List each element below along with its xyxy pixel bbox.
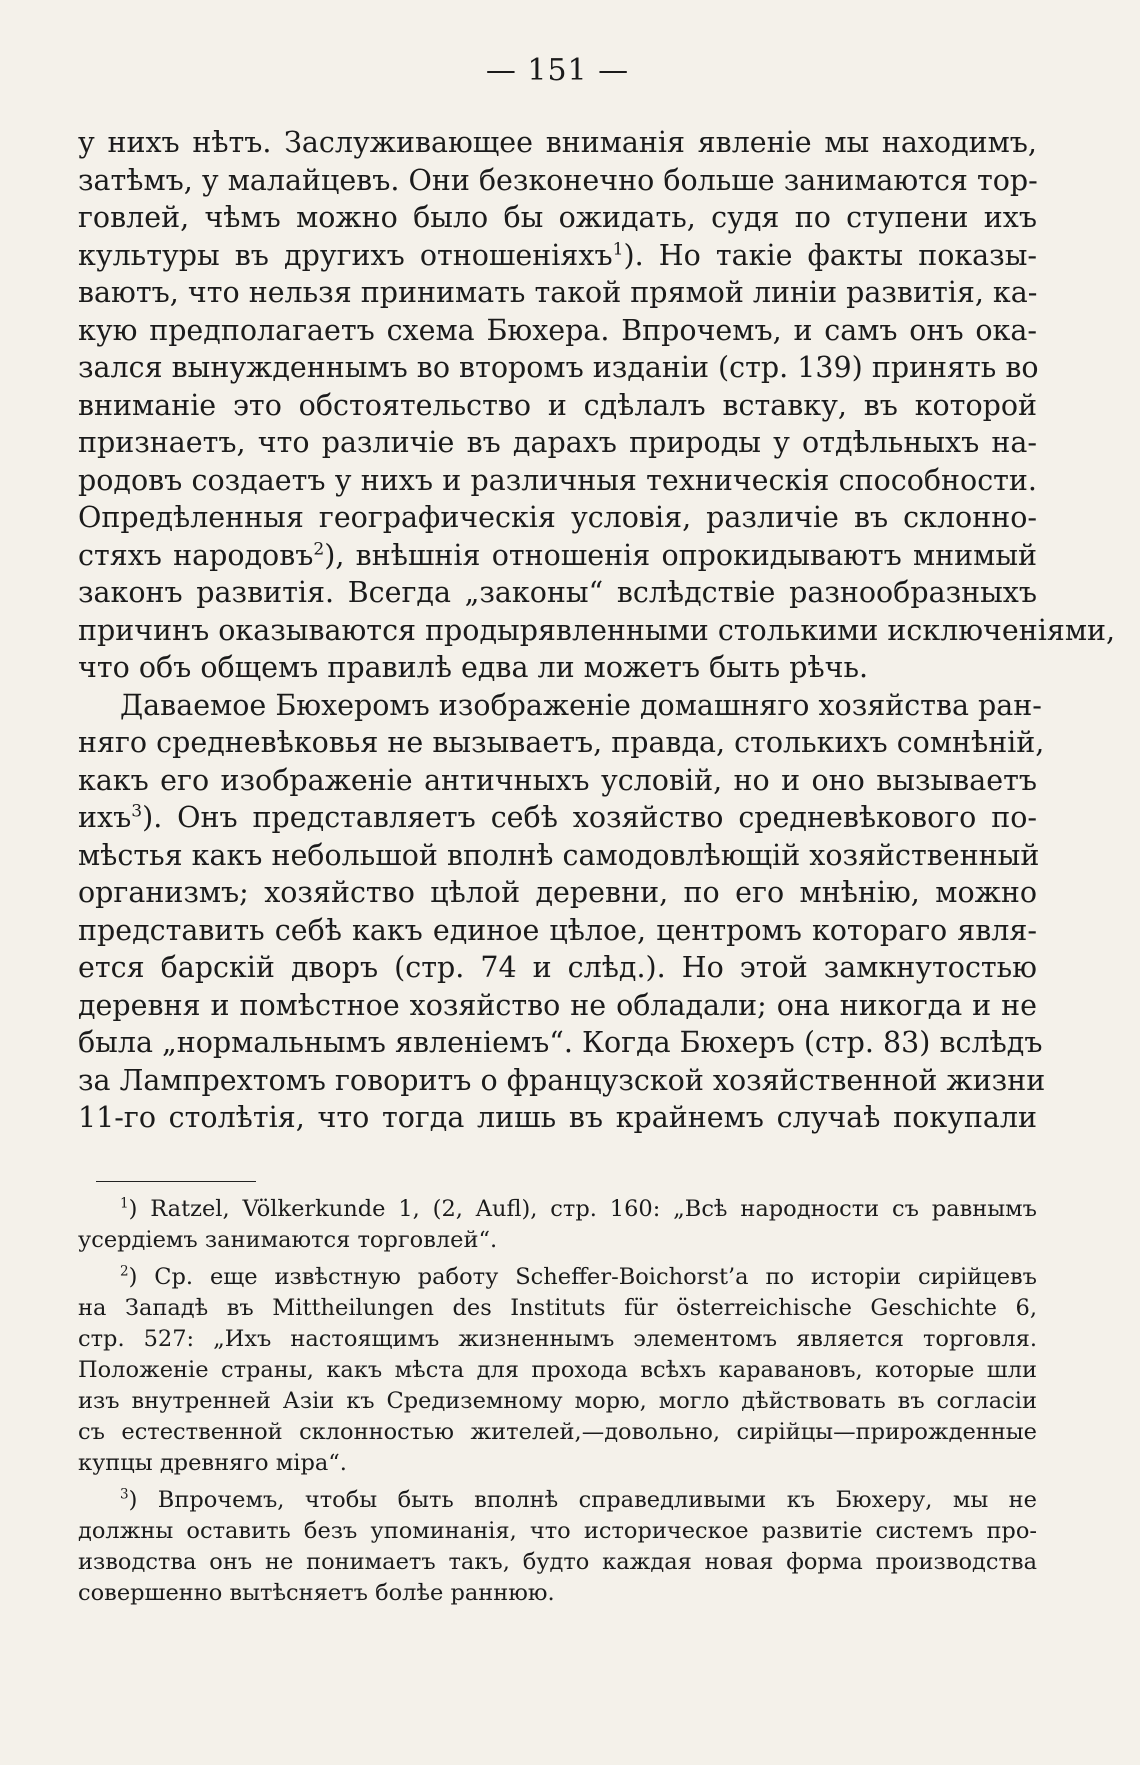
footnote-2-line: купцы древняго міра“. — [78, 1449, 347, 1476]
footnote-1-line: усердіемъ занимаются торговлей“. — [78, 1226, 498, 1253]
text-segment: ) Ratzel, Völkerkunde 1, (2, Aufl), стр. 160: „Всѣ народности съ равнымъ — [128, 1195, 1037, 1222]
text-line: организмъ; хозяйство цѣлой деревни, по его мнѣнію, можно — [78, 876, 1037, 909]
text-line: 11-го столѣтія, что тогда лишь въ крайнемъ случаѣ покупали — [78, 1101, 1037, 1134]
text-line: была „нормальнымъ явленіемъ“. Когда Бюхеръ (стр. 83) вслѣдъ — [78, 1026, 1043, 1059]
footnote-2-line: Положеніе страны, какъ мѣста для прохода всѣхъ каравановъ, которые шли — [78, 1356, 1037, 1383]
text-line: у нихъ нѣтъ. Заслуживающее вниманія явленіе мы находимъ, — [78, 126, 1037, 159]
text-segment: ), внѣшнія отношенія опрокидываютъ мнимый — [324, 538, 1038, 572]
text-line: затѣмъ, у малайцевъ. Они безконечно больше занимаются тор- — [78, 163, 1038, 197]
footnote-2-line — [78, 1262, 1037, 1293]
text-line — [78, 799, 1037, 837]
text-segment: стяхъ народовъ — [78, 538, 314, 572]
text-line: законъ развитія. Всегда „законы“ вслѣдствіе разнообразныхъ — [78, 576, 1037, 609]
page-number: — 151 — — [485, 53, 630, 88]
text-line: признаетъ, что различіе въ дарахъ природы у отдѣльныхъ на- — [78, 426, 1037, 459]
text-line: Опредѣленныя географическія условія, различіе въ склонно- — [78, 501, 1037, 534]
text-line: няго средневѣковья не вызываетъ, правда, столькихъ сомнѣній, — [78, 726, 1045, 759]
text-segment: ). Онъ представляетъ себѣ хозяйство средневѣкового по- — [142, 801, 1037, 834]
text-segment: ихъ — [78, 801, 132, 834]
main-text — [78, 124, 1116, 1137]
text-line: мѣстья какъ небольшой вполнѣ самодовлѣющій хозяйственный — [78, 838, 1040, 872]
footnote-ref-2[interactable]: 2 — [313, 539, 325, 559]
text-segment: ) Ср. еще извѣстную работу Scheffer-Boichorst’a по исторіи сирійцевъ — [128, 1263, 1037, 1290]
footnote-3-line: должны оставить безъ упоминанія, что историческое развитіе системъ про- — [78, 1517, 1037, 1544]
footnote-3-line: совершенно вытѣсняетъ болѣе раннюю. — [78, 1579, 555, 1606]
text-line: зался вынужденнымъ во второмъ изданіи (стр. 139) принять во — [78, 351, 1039, 384]
text-line: какъ его изображеніе античныхъ условій, но и оно вызываетъ — [78, 763, 1037, 797]
footnote-mark-3: 3 — [120, 1486, 129, 1502]
footnote-2-line: изъ внутренней Азіи къ Средиземному морю, могло дѣйствовать въ согласіи — [78, 1387, 1037, 1414]
footnote-3-line — [78, 1485, 1037, 1516]
footnote-divider — [96, 1181, 256, 1182]
footnote-3-line: изводства онъ не понимаетъ такъ, будто каждая новая форма производства — [78, 1548, 1037, 1575]
text-line — [78, 237, 1037, 275]
text-line: родовъ создаетъ у нихъ и различныя техническія способности. — [78, 463, 1037, 497]
text-line: что объ общемъ правилѣ едва ли можетъ быть рѣчь. — [78, 651, 869, 684]
footnote-2-line: съ естественной склонностью жителей,—довольно, сирійцы—прирожденные — [78, 1418, 1037, 1445]
text-segment: культуры въ другихъ отношеніяхъ — [78, 238, 613, 272]
footnote-mark-1: 1 — [120, 1195, 129, 1211]
text-line: кую предполагаетъ схема Бюхера. Впрочемъ, и самъ онъ ока- — [78, 313, 1037, 347]
text-line: причинъ оказываются продырявленными столькими исключеніями, — [78, 613, 1116, 647]
text-line: представить себѣ какъ единое цѣлое, центромъ котораго явля- — [78, 913, 1037, 947]
text-line: говлей, чѣмъ можно было бы ожидать, судя по ступени ихъ — [78, 201, 1037, 234]
footnote-ref-3[interactable]: 3 — [131, 801, 143, 822]
text-line: Даваемое Бюхеромъ изображеніе домашняго хозяйства ран- — [120, 688, 1042, 722]
text-segment: ) Впрочемъ, чтобы быть вполнѣ справедливыми къ Бюхеру, мы не — [128, 1486, 1037, 1513]
footnote-2-line: на Западѣ въ Mittheilungen des Instituts für österreichische Geschichte 6, — [78, 1294, 1037, 1321]
text-line: вниманіе это обстоятельство и сдѣлалъ вставку, въ которой — [78, 388, 1037, 422]
text-line — [78, 537, 1037, 575]
text-line: ется барскій дворъ (стр. 74 и слѣд.). Но этой замкнутостью — [78, 951, 1037, 984]
footnote-2-line: стр. 527: „Ихъ настоящимъ жизненнымъ элементомъ является торговля. — [78, 1325, 1037, 1352]
text-segment: ). Но такіе факты показы- — [623, 238, 1038, 272]
text-line: ваютъ, что нельзя принимать такой прямой линіи развитія, ка- — [78, 276, 1038, 309]
footnotes — [78, 1194, 1037, 1609]
footnote-mark-2: 2 — [120, 1263, 129, 1279]
text-line: деревня и помѣстное хозяйство не обладали; она никогда и не — [78, 988, 1037, 1022]
footnote-ref-1[interactable]: 1 — [612, 239, 624, 259]
footnote-1-line — [78, 1194, 1037, 1225]
text-line: за Лампрехтомъ говоритъ о французской хозяйственной жизни — [78, 1063, 1046, 1097]
